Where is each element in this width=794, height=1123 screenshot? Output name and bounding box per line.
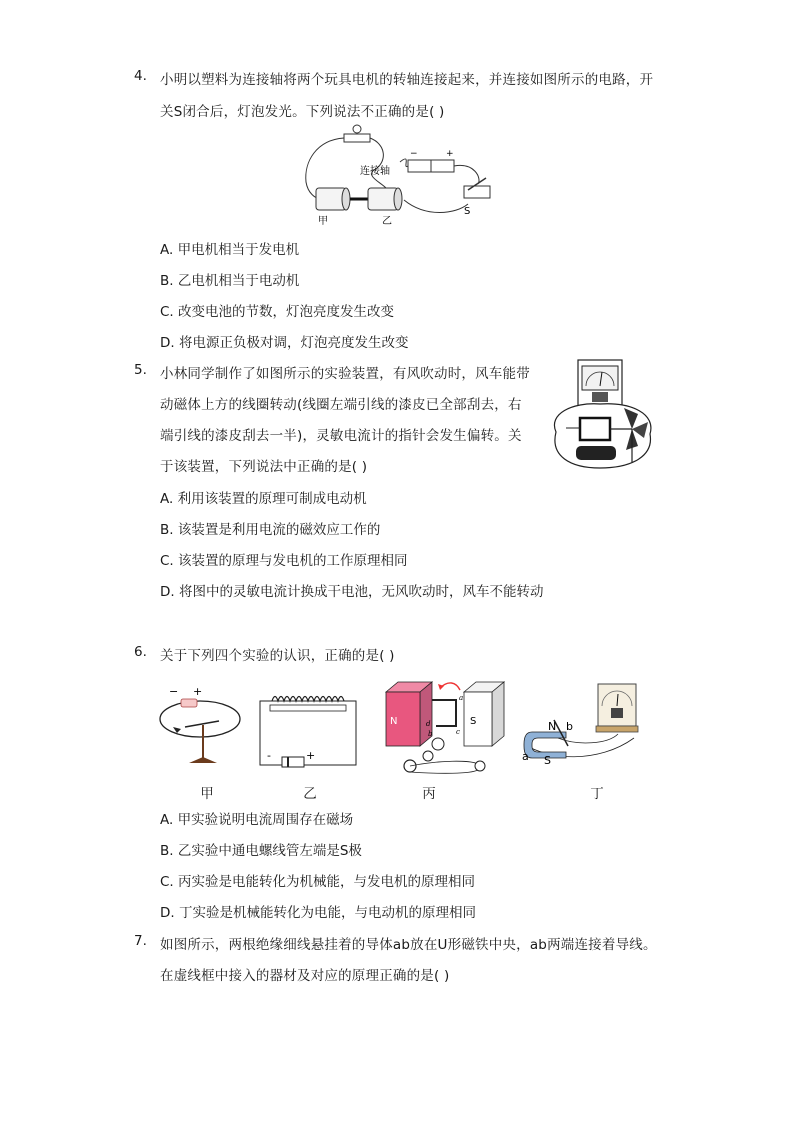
question-5-option-b: B. 该装置是利用电流的磁效应工作的 bbox=[160, 522, 381, 538]
question-4-stem-line-2: 关S闭合后，灯泡发光。下列说法不正确的是( ) bbox=[160, 104, 445, 120]
motor-yi-label: 乙 bbox=[382, 216, 392, 227]
question-5-option-c: C. 该装置的原理与发电机的工作原理相同 bbox=[160, 553, 408, 569]
yi-plus-sign: + bbox=[306, 749, 316, 762]
question-5-number: 5. bbox=[134, 362, 147, 378]
figure-yi bbox=[258, 693, 358, 769]
question-4-stem-line-1: 小明以塑料为连接轴将两个玩具电机的转轴连接起来，并连接如图所示的电路，开 bbox=[160, 72, 654, 88]
magnet-icon bbox=[576, 446, 616, 460]
question-4-number: 4. bbox=[134, 68, 147, 84]
switch-icon bbox=[464, 178, 490, 198]
question-5-figure bbox=[548, 358, 658, 476]
bing-s-label: S bbox=[470, 716, 477, 727]
solenoid-icon bbox=[270, 697, 346, 712]
ding-b-label: b bbox=[566, 720, 573, 733]
bing-n-label: N bbox=[390, 716, 398, 727]
battery-icon bbox=[181, 699, 197, 707]
lamp-icon bbox=[475, 761, 485, 771]
question-5-stem-line-1: 小林同学制作了如图所示的实验装置，有风吹动时，风车能带 bbox=[160, 366, 530, 382]
axis-label: 连接轴 bbox=[360, 166, 390, 177]
question-4-option-c: C. 改变电池的节数，灯泡亮度发生改变 bbox=[160, 304, 395, 320]
switch-label: S bbox=[464, 206, 471, 217]
bing-b-label: b bbox=[428, 730, 433, 738]
question-5-stem-line-2: 动磁体上方的线圈转动(线圈左端引线的漆皮已全部刮去，右 bbox=[160, 397, 522, 413]
battery-minus-sign: − bbox=[410, 149, 418, 159]
lamp-icon bbox=[344, 125, 370, 142]
question-4-option-b: B. 乙电机相当于电动机 bbox=[160, 273, 300, 289]
question-7-number: 7. bbox=[134, 933, 147, 949]
caption-jia: 甲 bbox=[200, 786, 214, 802]
ding-s-label: S bbox=[544, 754, 551, 767]
ding-a-label: a bbox=[522, 750, 529, 763]
figure-ding bbox=[518, 680, 644, 772]
yi-minus-sign: - bbox=[267, 749, 271, 762]
motor-jia-icon bbox=[316, 188, 350, 210]
magnet-n-pole-icon bbox=[386, 682, 432, 746]
question-5-option-a: A. 利用该装置的原理可制成电动机 bbox=[160, 491, 367, 507]
ding-n-label: N bbox=[548, 720, 557, 733]
coil-icon bbox=[432, 700, 456, 726]
question-6-number: 6. bbox=[134, 644, 147, 660]
question-5-stem-line-3: 端引线的漆皮刮去一半)，灵敏电流计的指针会发生偏转。关 bbox=[160, 428, 522, 444]
caption-bing: 丙 bbox=[422, 786, 436, 802]
question-4-figure bbox=[296, 122, 500, 228]
question-6-stem-line-1: 关于下列四个实验的认识，正确的是( ) bbox=[160, 648, 395, 664]
question-7-stem-line-2: 在虚线框中接入的器材及对应的原理正确的是( ) bbox=[160, 968, 450, 984]
question-4-option-a: A. 甲电机相当于发电机 bbox=[160, 242, 300, 258]
caption-yi: 乙 bbox=[303, 786, 317, 802]
motor-jia-label: 甲 bbox=[318, 216, 328, 227]
battery-icon bbox=[282, 757, 304, 767]
question-6-option-a: A. 甲实验说明电流周围存在磁场 bbox=[160, 812, 354, 828]
battery-plus-sign: + bbox=[446, 149, 454, 159]
question-6-option-b: B. 乙实验中通电螺线管左端是S极 bbox=[160, 843, 362, 859]
figure-jia bbox=[155, 683, 245, 773]
bing-d-label: d bbox=[426, 720, 431, 728]
question-5-stem-line-4: 于该装置，下列说法中正确的是( ) bbox=[160, 459, 368, 475]
question-6-option-c: C. 丙实验是电能转化为机械能，与发电机的原理相同 bbox=[160, 874, 476, 890]
question-7-stem-line-1: 如图所示，两根绝缘细线悬挂着的导体ab放在U形磁铁中央，ab两端连接着导线。 bbox=[160, 937, 657, 953]
jia-plus-sign: + bbox=[193, 685, 203, 698]
coil-icon bbox=[580, 418, 610, 440]
galvanometer-icon bbox=[578, 360, 622, 406]
motor-yi-icon bbox=[368, 188, 402, 210]
bing-c-label: c bbox=[456, 728, 460, 736]
question-6-option-d: D. 丁实验是机械能转化为电能，与电动机的原理相同 bbox=[160, 905, 476, 921]
battery-icon bbox=[408, 160, 454, 172]
figure-bing bbox=[380, 678, 510, 778]
galvanometer-icon bbox=[596, 684, 638, 732]
bing-a-label: a bbox=[459, 694, 464, 702]
jia-minus-sign: − bbox=[169, 685, 179, 698]
caption-ding: 丁 bbox=[590, 786, 604, 802]
question-4-option-d: D. 将电源正负极对调，灯泡亮度发生改变 bbox=[160, 335, 409, 351]
magnet-s-pole-icon bbox=[464, 682, 504, 746]
question-5-option-d: D. 将图中的灵敏电流计换成干电池，无风吹动时，风车不能转动 bbox=[160, 584, 544, 600]
